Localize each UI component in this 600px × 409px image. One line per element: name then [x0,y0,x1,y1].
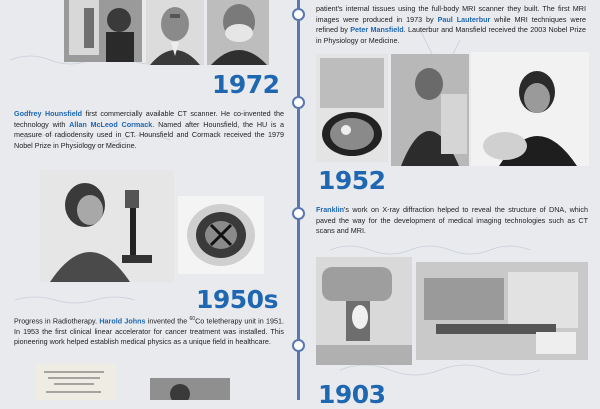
photo-lauterbur [391,54,469,166]
text-1950s-b: invented the [147,316,188,326]
name-johns: Harold Johns [99,316,146,326]
text-1952-a: 's work on X-ray diffraction helped to reveal the structure of DNA, which paved the way for the development of medical imaging technologies such as CT scans and MRI. [316,205,588,235]
timeline-dot-mri [292,8,305,21]
text-mri-c: . Lauterbur and Mansfield received the 2003 Nobel Prize in Physiology or Medicine. [316,25,587,45]
name-franklin: Franklin [316,205,344,214]
paragraph-1950s [14,314,284,348]
photo-hounsfield-scanner [64,0,142,62]
year-1972: 1972 [212,70,280,99]
text-1950s-a: Progress in Radiotherapy. [14,316,98,326]
year-1903: 1903 [318,380,386,409]
text-1972-a: first commercially available CT scanner. He co-invented the technology with [14,109,284,129]
photo-bottom-portrait [150,378,230,400]
name-cormack: Allan McLeod Cormack [69,119,153,129]
year-1950s: 1950s [196,285,278,314]
photo-linear-accelerator [416,262,588,360]
photo-hounsfield [146,0,204,65]
photo-mri-scans [316,54,388,162]
text-mri-b: while MRI techniques were refined by [316,14,586,34]
timeline-dot-1972 [292,96,305,109]
photo-franklin-microscope [40,170,174,282]
photo-dna-diffraction [178,196,264,274]
photo-mansfield [471,52,589,166]
text-1972-b: . Named after Hounsfield, the HU is a measure of radiodensity used in CT. Hounsfield and Cormack received the 1979 Nobel Prize in Physiology or Medicine. [14,119,285,150]
text-mri-a: patient's internal tissues using the full-body MRI scanner they built. The first MRI images were produced in 1973 by [316,4,586,24]
paragraph-mri [316,4,586,46]
name-mansfield: Peter Mansfield [350,25,404,34]
year-1952: 1952 [318,166,386,195]
name-lauterbur: Paul Lauterbur [437,14,491,24]
paragraph-1972 [14,109,284,151]
text-1950s-sup: 60 [189,316,196,322]
photo-radiotherapy-unit [316,257,412,365]
paragraph-1952 [316,205,588,237]
timeline-dot-1952 [292,207,305,220]
photo-faculty-document [36,364,116,400]
photo-cormack [207,0,269,65]
name-hounsfield: Godfrey Hounsfield [14,109,83,118]
text-1950s-c: Co teletherapy unit in 1951. In 1953 the first clinical linear accelerator for cancer treatment was installed. This pioneering work helped establish medical physics as a unique field in healthcare. [14,316,284,347]
timeline-dot-1950s [292,339,305,352]
